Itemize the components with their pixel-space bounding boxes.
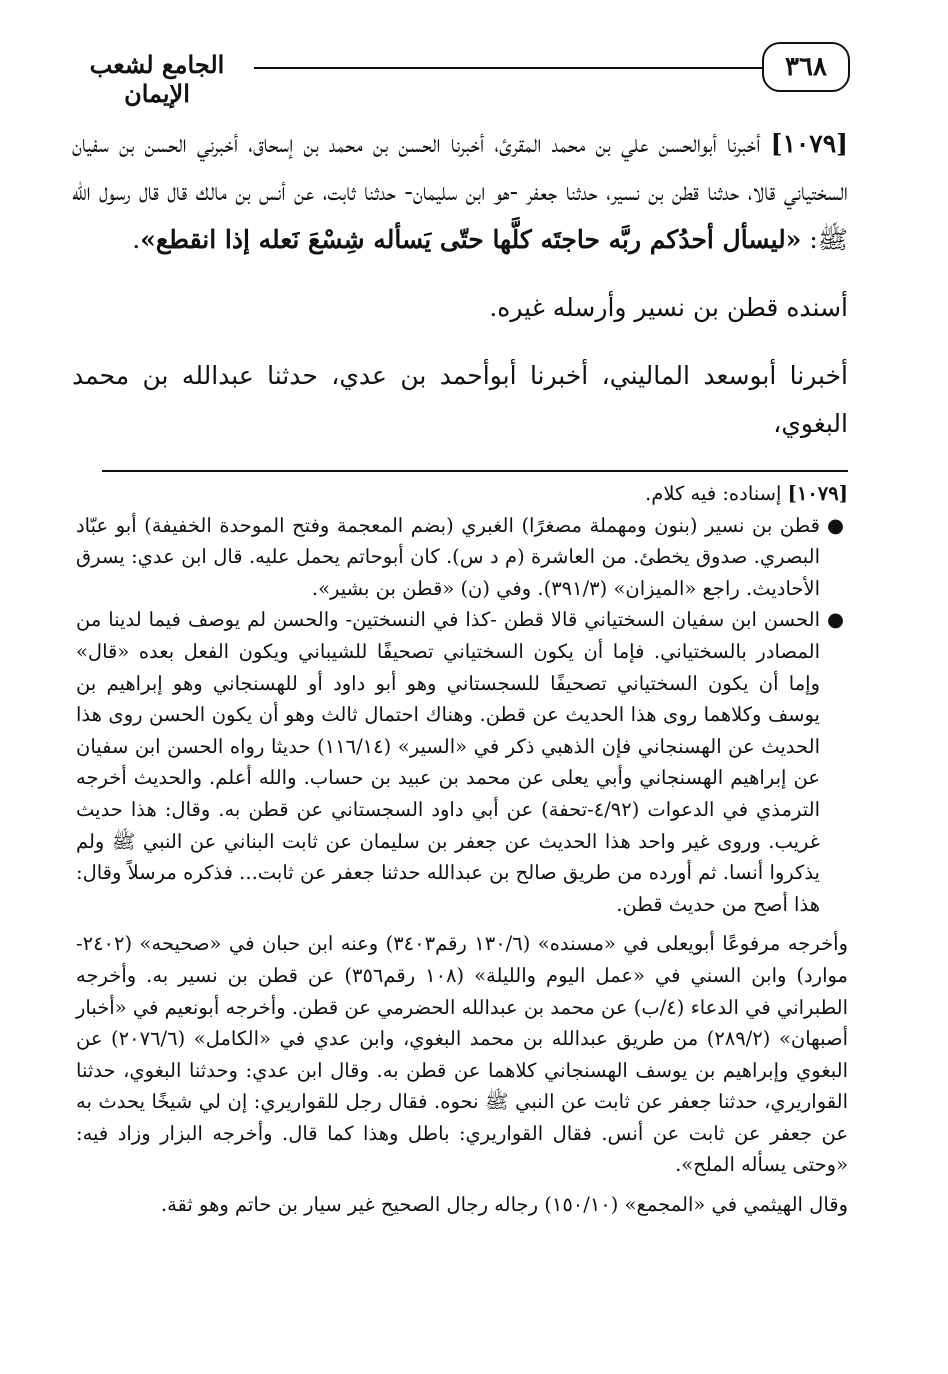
main-text [72, 120, 848, 448]
hadith-end: . [132, 225, 141, 254]
hadith-matn: «ليسأل أحدُكم ربَّه حاجتَه كلَّها حتّى يَسأله شِسْعَ نَعله إذا انقطع» [140, 225, 802, 254]
book-title: الجامع لشعب الإيمان [89, 50, 225, 108]
footnote-bullet-text: قطن بن نسير (بنون ومهملة مصغرًا) الغبري (بضم المعجمة وفتح الموحدة الخفيفة) أبو عبّاد البصري. صدوق يخطئ. من العاشرة (م د س). كان أبوحاتم يحمل عليه. قال ابن عدي: يسرق الأحاديث. راجع «الميزان» (٣٩١/٣). وفي (ن) «قطن بن بشير». [76, 513, 820, 600]
footnote-bullet-narrator [76, 510, 848, 605]
footnote-bullet-isnad [76, 604, 848, 920]
bullet-icon: ● [826, 513, 844, 537]
isnad-text: أخبرنا أبوالحسن علي بن محمد المقرئ، أخبرنا الحسن بن محمد بن إسحاق، أخبرني الحسن بن سفيان السختياني قالا، حدثنا قطن بن نسير، حدثنا جعفر -هو ابن سليمان- حدثنا ثابت، عن أنس بن مالك قال قال رسول الله ﷺ: [72, 129, 848, 254]
hadith-paragraph [72, 120, 848, 264]
page-header [64, 42, 850, 108]
footnotes [76, 478, 848, 1221]
footnote-bullet-text: الحسن ابن سفيان السختياني قالا قطن -كذا في النسختين- والحسن لم يوصف فيما لدينا من المصادر بالسختياني. فإما أن يكون السختياني تصحيفًا للشيباني ويكون الفعل بعده «قال» وإما أن يكون السختياني تصحيفًا للسجستاني وهو أبو داود أو للهسنجاني وهو إبراهيم بن يوسف وكلاهما روى هذا الحديث عن قطن. وهناك احتمال ثالث وهو أن يكون الحسن روى هذا الحديث عن الهسنجاني فإن الذهبي ذكر في «السير» (١١٦/١٤) حديثا رواه الحسن ابن سفيان عن إبراهيم الهسنجاني وأبي يعلى عن محمد بن عبيد بن حساب. والله أعلم. والحديث أخرجه الترمذي في الدعوات (٤/٩٢-تحفة) عن أبي داود السجستاني عن قطن به. وقال: هذا حديث غريب. وروى غير واحد هذا الحديث عن جعفر بن سليمان عن ثابت البناني عن النبي ﷺ ولم يذكروا أنسا. ثم أورده من طريق صالح بن عبدالله حدثنا جعفر عن ثابت... فذكره مرسلاً وقال: هذا أصح من حديث قطن. [76, 608, 820, 916]
footnote-haythami: وقال الهيثمي في «المجمع» (١٥٠/١٠) رجاله رجال الصحيح غير سيار بن حاتم وهو ثقة. [160, 1193, 848, 1217]
footnote-separator [102, 470, 848, 472]
second-isnad-paragraph: أخبرنا أبوسعد الماليني، أخبرنا أبوأحمد بن عدي، حدثنا عبدالله بن محمد البغوي، [72, 361, 848, 438]
hadith-number: [١٠٧٩] [770, 129, 848, 158]
footnote-heading-text: إسناده: فيه كلام. [645, 482, 782, 505]
footnote-takhrij: وأخرجه مرفوعًا أبويعلى في «مسنده» (١٣٠/٦ رقم٣٤٠٣) وعنه ابن حبان في «صحيحه» (٢٤٠٢-موارد) وابن السني في «عمل اليوم والليلة» (١٠٨ رقم٣٥٦) عن قطن بن نسير به. وأخرجه الطبراني في الدعاء (٤/ب) عن محمد بن عبدالله الحضرمي عن قطن. وأخرجه أبونعيم في «أخبار أصبهان» (٢٨٩/٢) من طريق عبدالله بن محمد البغوي، وابن عدي في «الكامل» (٢٠٧٦/٦) عن البغوي وإبراهيم بن يوسف الهسنجاني كلاهما عن قطن به. وقال ابن عدي: وحدثنا البغوي، حدثنا القواريري، حدثنا جعفر عن ثابت عن النبي ﷺ نحوه. فقال رجل للقواريري: إن لي شيخًا يحدث به عن جعفر عن ثابت عن أنس. فقال القواريري: باطل وهذا كما قال. وأخرجه البزار وزاد فيه: «وحتى يسأله الملح». [76, 932, 849, 1177]
comment-paragraph: أسنده قطن بن نسير وأرسله غيره. [489, 293, 848, 322]
bullet-icon: ● [826, 608, 844, 632]
footnote-number: [١٠٧٩] [787, 482, 848, 505]
header-rule [254, 67, 762, 69]
footnote-heading [76, 478, 848, 510]
page-number: ٣٦٨ [762, 42, 850, 92]
